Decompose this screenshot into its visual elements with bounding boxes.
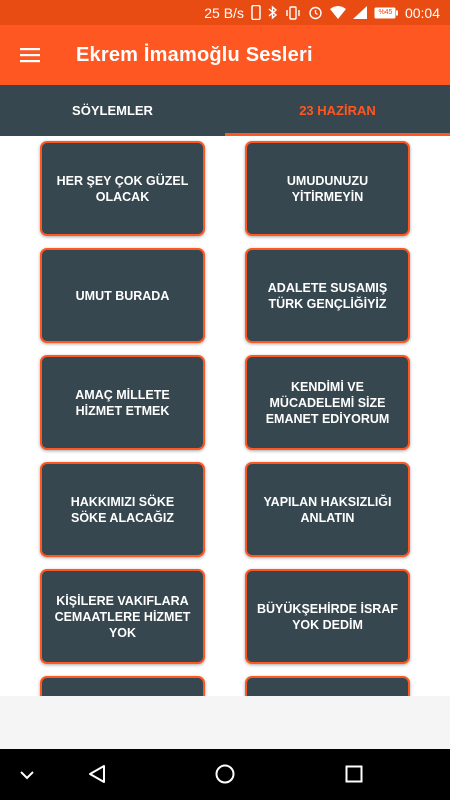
sound-button[interactable]: YAPILAN HAKSIZLIĞI ANLATIN [245, 462, 410, 557]
back-icon[interactable] [82, 759, 112, 789]
sound-button[interactable]: UMUT BURADA [40, 248, 205, 343]
status-bar [0, 0, 450, 25]
signal-icon [353, 6, 367, 19]
system-nav-bar [0, 749, 450, 800]
tab-bar [0, 85, 450, 136]
sound-button[interactable]: KENDİMİ VE MÜCADELEMİ SİZE EMANET EDİYORUM [245, 355, 410, 450]
bluetooth-icon [268, 5, 278, 20]
hamburger-menu-icon[interactable] [0, 25, 60, 85]
bottom-spacer [0, 696, 450, 749]
battery-icon [374, 7, 398, 19]
sound-button[interactable] [40, 676, 205, 696]
wifi-icon [330, 6, 346, 19]
battery-level: %45 [378, 8, 393, 16]
tab-soylemler[interactable]: SÖYLEMLER [72, 103, 153, 118]
app-bar [0, 25, 450, 85]
sound-button[interactable]: HAKKIMIZI SÖKE SÖKE ALACAĞIZ [40, 462, 205, 557]
vibrate-icon [285, 6, 301, 20]
tab-23-haziran[interactable]: 23 HAZİRAN [225, 85, 450, 136]
sound-button[interactable]: KİŞİLERE VAKIFLARA CEMAATLERE HİZMET YOK [40, 569, 205, 664]
home-icon[interactable] [210, 759, 240, 789]
clock: 00:04 [404, 4, 440, 21]
chevron-down-icon[interactable] [14, 762, 40, 788]
alarm-icon [308, 5, 323, 20]
sound-button[interactable]: HER ŞEY ÇOK GÜZEL OLACAK [40, 141, 205, 236]
sound-button[interactable]: ADALETE SUSAMIŞ TÜRK GENÇLİĞİYİZ [245, 248, 410, 343]
phone-icon [251, 5, 261, 20]
sound-button[interactable] [245, 676, 410, 696]
app-title: Ekrem İmamoğlu Sesleri [76, 43, 313, 66]
recents-icon[interactable] [339, 759, 369, 789]
sound-grid [0, 136, 450, 696]
network-speed: 25 B/s [204, 4, 244, 21]
sound-button[interactable]: BÜYÜKŞEHİRDE İSRAF YOK DEDİM [245, 569, 410, 664]
sound-button[interactable]: AMAÇ MİLLETE HİZMET ETMEK [40, 355, 205, 450]
sound-grid-container [0, 136, 450, 696]
sound-button[interactable]: UMUDUNUZU YİTİRMEYİN [245, 141, 410, 236]
